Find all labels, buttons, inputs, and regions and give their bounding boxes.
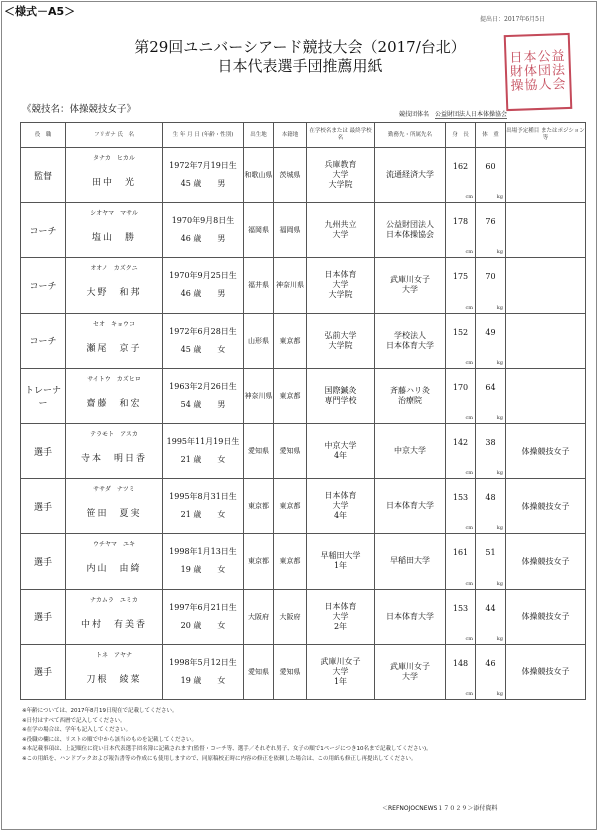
table-row: [21, 479, 586, 534]
organization-seal-stamp: [504, 33, 573, 111]
row-name-cell: [66, 258, 163, 313]
row-event: [506, 368, 586, 423]
row-weight-cell: [476, 368, 506, 423]
organization-label: 競技団体名: [399, 111, 430, 118]
row-birthdate: 1972年6月28日生: [169, 326, 237, 336]
row-weight: 49: [485, 327, 496, 337]
table-row: [21, 203, 586, 258]
row-birth-cell: [163, 423, 244, 478]
row-hometown: 東京都: [274, 368, 307, 423]
row-weight-cell: [476, 534, 506, 589]
col-hometown: 本籍地: [274, 123, 307, 148]
height-unit: cm: [465, 194, 473, 201]
note-line: ※この用紙を、ハンドブックおよび報告書等の作成にも使用しますので、同原稿校正時に内容の修正を依頼した場合は、この用紙も修正し再提出してください。: [22, 755, 417, 762]
table-header-row: [21, 123, 586, 148]
row-school: 日本体育 大学 大学院: [307, 258, 375, 313]
row-furigana: サイトウ カズヒロ: [87, 375, 141, 383]
row-hometown: 東京都: [274, 313, 307, 368]
note-line: ※役職の欄には、リストの順で中から該当のものを記載してください。: [22, 736, 198, 743]
row-role: コーチ: [21, 313, 66, 368]
row-furigana: セオ キョウコ: [92, 320, 135, 328]
row-weight: 76: [485, 217, 496, 227]
row-weight: 51: [485, 548, 496, 558]
row-workplace: 中京大学: [375, 423, 446, 478]
row-school: 日本体育 大学 4年: [307, 479, 375, 534]
row-height: 178: [452, 217, 469, 227]
row-birthplace: 大阪府: [244, 589, 274, 644]
row-birth-cell: [163, 534, 244, 589]
row-furigana: ウチヤマ ユキ: [92, 541, 135, 549]
row-weight-cell: [476, 589, 506, 644]
row-furigana: シオヤマ マサル: [90, 210, 138, 218]
height-unit: cm: [465, 580, 473, 587]
row-weight: 38: [485, 437, 496, 447]
table-row: [21, 313, 586, 368]
seal-line: 財体団法: [509, 63, 567, 80]
row-school: 弘前大学 大学院: [307, 313, 375, 368]
table-row: [21, 368, 586, 423]
row-hometown: 東京都: [274, 534, 307, 589]
row-birthplace: 福岡県: [244, 203, 274, 258]
col-name: フリガナ 氏 名: [66, 123, 163, 148]
row-event: [506, 148, 586, 203]
row-birthplace: 神奈川県: [244, 368, 274, 423]
row-workplace: 日本体育大学: [375, 589, 446, 644]
row-birth-cell: [163, 479, 244, 534]
height-unit: cm: [465, 635, 473, 642]
row-name-cell: [66, 644, 163, 699]
row-birth-cell: [163, 644, 244, 699]
row-role: トレーナー: [21, 368, 66, 423]
row-name: 笹田 夏実: [86, 509, 142, 520]
row-workplace: 早稲田大学: [375, 534, 446, 589]
col-birth: 生 年 月 日 (年齢・性別): [163, 123, 244, 148]
row-birthdate: 1998年5月12日生: [169, 657, 237, 667]
row-name-cell: [66, 148, 163, 203]
row-birthplace: 東京都: [244, 479, 274, 534]
row-event: 体操競技女子: [506, 589, 586, 644]
row-age-sex: 45 歳 女: [180, 344, 226, 354]
row-event: [506, 203, 586, 258]
row-event: 体操競技女子: [506, 644, 586, 699]
row-school: 中京大学 4年: [307, 423, 375, 478]
row-height: 152: [452, 327, 469, 337]
form-tag: ＜様式－A5＞: [4, 5, 76, 18]
row-name: 中村 有美香: [80, 619, 147, 630]
weight-unit: kg: [496, 304, 503, 311]
weight-unit: kg: [496, 525, 503, 532]
row-hometown: 茨城県: [274, 148, 307, 203]
row-birthdate: 1997年6月21日生: [169, 602, 237, 612]
row-age-sex: 54 歳 男: [180, 399, 226, 409]
row-birth-cell: [163, 258, 244, 313]
row-name: 刀根 綾菜: [86, 674, 142, 685]
table-row: [21, 148, 586, 203]
row-birthplace: 和歌山県: [244, 148, 274, 203]
row-weight: 64: [485, 382, 496, 392]
weight-unit: kg: [496, 470, 503, 477]
table-row: [21, 258, 586, 313]
row-role: 選手: [21, 479, 66, 534]
row-name: 寺本 明日香: [80, 453, 147, 464]
row-workplace: 学校法人 日本体育大学: [375, 313, 446, 368]
note-line: ※本記載事項は、上記順位に従い日本代表選手団名簿に記載されます(監督・コーチ等、選手／それぞれ男子、女子の順で1ページにつき10名まで記載してください)。: [22, 746, 432, 752]
table-row: [21, 644, 586, 699]
row-hometown: 愛知県: [274, 644, 307, 699]
row-height-cell: [446, 644, 476, 699]
weight-unit: kg: [496, 414, 503, 421]
col-weight: 体 重: [476, 123, 506, 148]
row-school: 日本体育 大学 2年: [307, 589, 375, 644]
row-weight: 48: [485, 493, 496, 503]
note-line: ※在学の場合は、学年も記入してください。: [22, 727, 132, 733]
row-furigana: トネ アヤナ: [96, 651, 132, 659]
col-role: 役 職: [21, 123, 66, 148]
row-birthdate: 1970年9月25日生: [169, 271, 237, 281]
row-name: 大野 和邦: [86, 288, 142, 299]
row-birthdate: 1995年11月19日生: [166, 436, 240, 446]
row-height: 153: [452, 493, 469, 503]
row-age-sex: 46 歳 男: [180, 289, 226, 299]
row-name-cell: [66, 534, 163, 589]
row-weight-cell: [476, 313, 506, 368]
height-unit: cm: [465, 690, 473, 697]
row-age-sex: 21 歳 女: [180, 510, 226, 520]
row-birth-cell: [163, 589, 244, 644]
height-unit: cm: [465, 304, 473, 311]
row-height-cell: [446, 423, 476, 478]
row-furigana: タナカ ヒカル: [93, 155, 135, 162]
row-name-cell: [66, 368, 163, 423]
row-birthdate: 1970年9月8日生: [171, 216, 235, 226]
page-title: 第29回ユニバーシアード競技大会（2017/台北）: [134, 38, 466, 56]
row-birthplace: 福井県: [244, 258, 274, 313]
row-role: 選手: [21, 423, 66, 478]
row-event: [506, 313, 586, 368]
notes: [22, 707, 432, 764]
height-unit: cm: [465, 359, 473, 366]
row-birthplace: 東京都: [244, 534, 274, 589]
row-birthplace: 愛知県: [244, 423, 274, 478]
row-name-cell: [66, 479, 163, 534]
row-height: 170: [452, 382, 469, 392]
row-weight-cell: [476, 148, 506, 203]
row-weight-cell: [476, 479, 506, 534]
row-height: 161: [452, 548, 469, 558]
row-weight-cell: [476, 423, 506, 478]
height-unit: cm: [465, 470, 473, 477]
row-age-sex: 20 歳 女: [180, 620, 226, 630]
row-weight: 60: [485, 162, 496, 171]
row-furigana: ナカムラ ユミカ: [90, 596, 138, 604]
organization-name: 公益財団法人日本体操協会: [434, 111, 507, 118]
row-name-cell: [66, 203, 163, 258]
row-name: 瀬尾 京子: [86, 343, 142, 354]
row-height-cell: [446, 368, 476, 423]
col-event: 出場予定種目 またはポジション等: [506, 123, 586, 148]
seal-line: 日本公益: [509, 49, 566, 66]
row-height: 153: [452, 603, 469, 613]
note-line: ※年齢については、2017年8月19日現在で記載してください。: [22, 708, 178, 714]
weight-unit: kg: [496, 359, 503, 366]
organization-field: [399, 109, 507, 119]
row-height: 148: [452, 658, 469, 668]
row-furigana: テラモト アスカ: [90, 430, 138, 438]
row-hometown: 福岡県: [274, 203, 307, 258]
row-age-sex: 21 歳 女: [180, 454, 226, 464]
row-role: 選手: [21, 534, 66, 589]
height-unit: cm: [465, 525, 473, 532]
weight-unit: kg: [496, 249, 503, 256]
row-height: 142: [452, 437, 469, 447]
row-hometown: 大阪府: [274, 589, 307, 644]
row-hometown: 東京都: [274, 479, 307, 534]
row-event: 体操競技女子: [506, 423, 586, 478]
row-weight-cell: [476, 258, 506, 313]
row-furigana: オオノ カズクニ: [90, 265, 138, 273]
row-workplace: 日本体育大学: [375, 479, 446, 534]
row-height-cell: [446, 203, 476, 258]
row-hometown: 愛知県: [274, 423, 307, 478]
row-name: 塩山 勝: [91, 233, 136, 244]
row-name-cell: [66, 313, 163, 368]
row-birthdate: 1963年2月26日生: [169, 381, 237, 391]
row-height-cell: [446, 258, 476, 313]
height-unit: cm: [465, 414, 473, 421]
row-furigana: ササダ ナツミ: [93, 486, 135, 494]
row-name-cell: [66, 589, 163, 644]
row-weight-cell: [476, 203, 506, 258]
row-name-cell: [66, 423, 163, 478]
row-weight-cell: [476, 644, 506, 699]
row-age-sex: 45 歳 男: [180, 179, 226, 188]
row-age-sex: 19 歳 女: [180, 675, 226, 685]
row-school: 早稲田大学 1年: [307, 534, 375, 589]
row-height: 162: [452, 162, 469, 171]
row-workplace: 流通経済大学: [375, 148, 446, 203]
page-subtitle: 日本代表選手団推薦用紙: [217, 57, 383, 75]
row-birthdate: 1995年8月31日生: [169, 492, 237, 502]
row-weight: 44: [485, 603, 496, 613]
row-birthdate: 1972年7月19日生: [169, 161, 237, 170]
weight-unit: kg: [496, 635, 503, 642]
height-unit: cm: [465, 249, 473, 256]
row-workplace: 公益財団法人 日本体操協会: [375, 203, 446, 258]
table-row: [21, 534, 586, 589]
row-name: 内山 由綺: [86, 564, 142, 575]
row-name: 齋藤 和宏: [86, 398, 142, 409]
row-school: 兵庫教育 大学 大学院: [307, 148, 375, 203]
row-hometown: 神奈川県: [274, 258, 307, 313]
row-weight: 46: [485, 658, 496, 668]
table-row: [21, 589, 586, 644]
row-age-sex: 19 歳 女: [180, 565, 226, 575]
row-birth-cell: [163, 313, 244, 368]
weight-unit: kg: [496, 194, 503, 201]
row-height-cell: [446, 589, 476, 644]
row-role: コーチ: [21, 258, 66, 313]
row-birthplace: 愛知県: [244, 644, 274, 699]
footer-reference: ＜REFNOJOCNEWS１７０２９＞添付資料: [382, 805, 498, 812]
row-event: 体操競技女子: [506, 479, 586, 534]
table-row: [21, 423, 586, 478]
row-workplace: 武庫川女子 大学: [375, 258, 446, 313]
weight-unit: kg: [496, 690, 503, 697]
row-height-cell: [446, 313, 476, 368]
row-height-cell: [446, 534, 476, 589]
seal-line: 操協人会: [510, 77, 567, 94]
row-age-sex: 46 歳 男: [180, 234, 226, 244]
row-birthdate: 1998年1月13日生: [169, 547, 237, 557]
row-height: 175: [452, 272, 469, 282]
note-line: ※日付はすべて西暦で記入してください。: [22, 717, 126, 724]
row-workplace: 斉藤ハリ灸 治療院: [375, 368, 446, 423]
row-birth-cell: [163, 148, 244, 203]
row-school: 国際鍼灸 専門学校: [307, 368, 375, 423]
weight-unit: kg: [496, 580, 503, 587]
row-school: 武庫川女子 大学 1年: [307, 644, 375, 699]
row-name: 田中 光: [91, 178, 136, 188]
row-birthplace: 山形県: [244, 313, 274, 368]
row-role: 選手: [21, 589, 66, 644]
col-work: 勤務先・所属先名: [375, 123, 446, 148]
row-event: [506, 258, 586, 313]
row-birth-cell: [163, 368, 244, 423]
row-role: 選手: [21, 644, 66, 699]
col-birthplace: 出生地: [244, 123, 274, 148]
row-role: 監督: [21, 148, 66, 203]
nomination-table: [20, 122, 586, 700]
col-school: 在学校名または 最終学校名: [307, 123, 375, 148]
row-event: 体操競技女子: [506, 534, 586, 589]
row-workplace: 武庫川女子 大学: [375, 644, 446, 699]
row-school: 九州共立 大学: [307, 203, 375, 258]
col-height: 身 長: [446, 123, 476, 148]
row-height-cell: [446, 479, 476, 534]
row-height-cell: [446, 148, 476, 203]
row-birth-cell: [163, 203, 244, 258]
submission-date: 提出日：2017年6月5日: [480, 16, 545, 23]
row-role: コーチ: [21, 203, 66, 258]
sport-category: 《競技名：体操競技女子》: [22, 104, 137, 115]
row-weight: 70: [485, 272, 496, 282]
